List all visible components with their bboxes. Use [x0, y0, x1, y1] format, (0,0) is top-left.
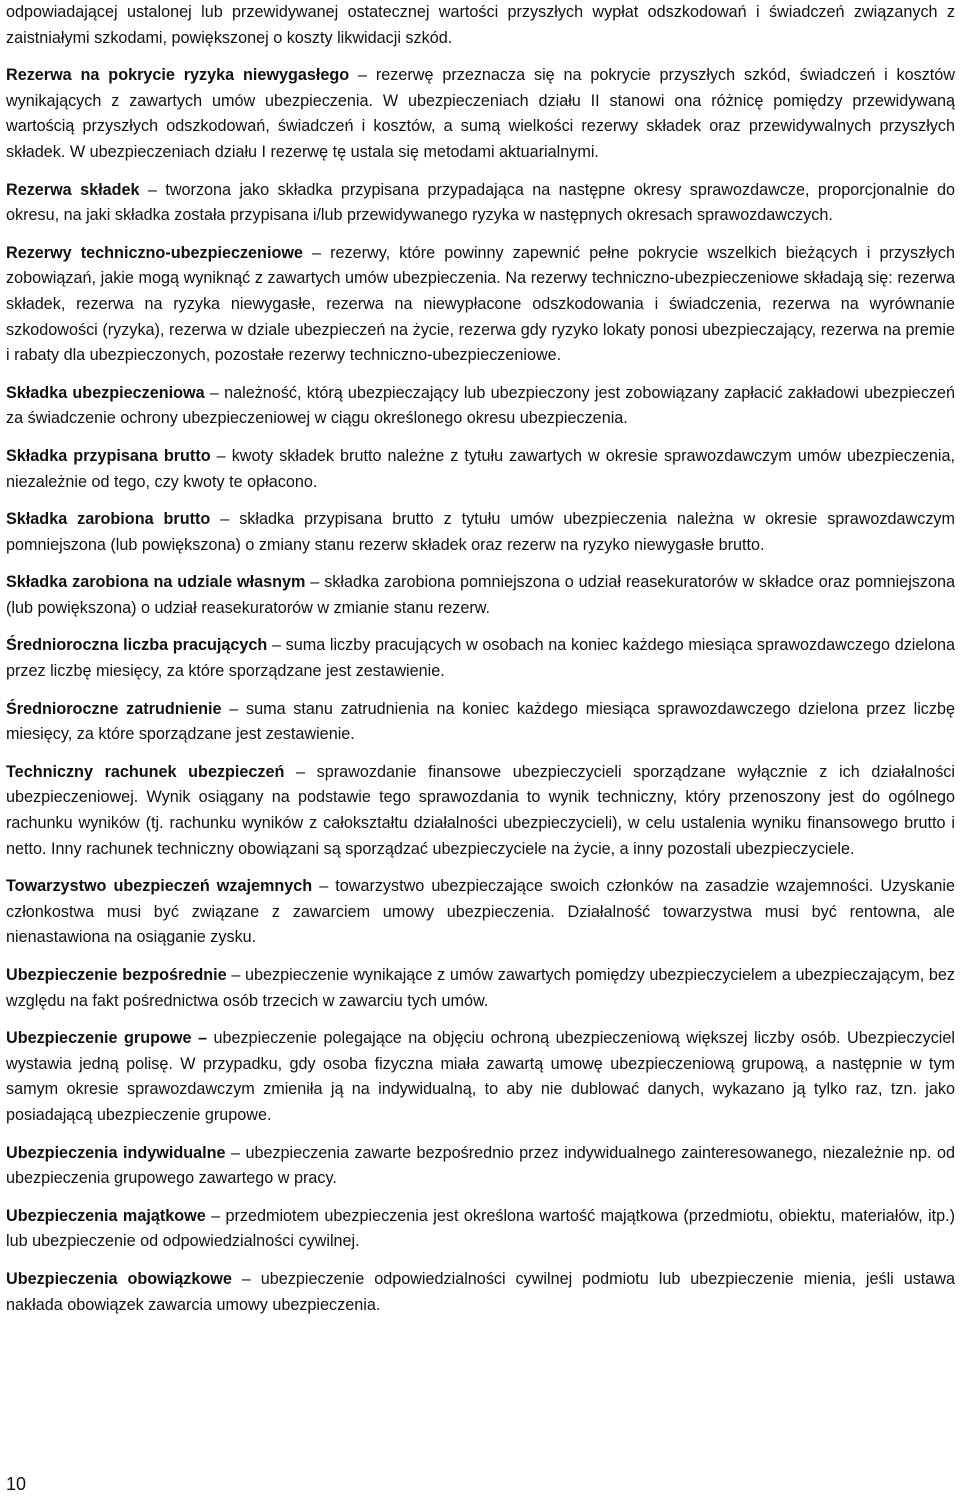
- definition-text: ubezpieczenie polegające na objęciu ochroną ubezpieczeniową większej liczby osób. Ubezpieczyciel wystawia jedną polisę. W przypadku, gdy osoba fizyczna miała zawartą umowę ubezpieczeniową grupową, a następnie w tym samym okresie sprawozdawczym zmieniła ją na indywidualną, to aby nie dublować danych, wykazano ją tylko raz, tzn. jako posiadającą ubezpieczenie grupowe.: [6, 1029, 955, 1124]
- definition-text: rezerwę przeznacza się na pokrycie przyszłych szkód, świadczeń i kosztów wynikających z zawartych umów ubezpieczenia. W ubezpieczeniach działu II stanowi ona różnicę pomiędzy przewidywaną wartością przyszłych odszkodowań, świadczeń i kosztów, a sumą wielkości rezerwy składek oraz przewidywalnych przyszłych składek. W ubezpieczeniach działu I rezerwę tę ustala się metodami aktuarialnymi.: [6, 66, 955, 161]
- definition-term: Rezerwa na pokrycie ryzyka niewygasłego: [6, 66, 350, 85]
- definition-term: Ubezpieczenie grupowe –: [6, 1029, 207, 1048]
- definition-text: ubezpieczenia zawarte bezpośrednio przez indywidualnego zainteresowanego, niezależnie np. od ubezpieczenia grupowego zawartego w pracy.: [6, 1143, 955, 1188]
- definition-term: Składka zarobiona brutto: [6, 510, 211, 529]
- definition-separator: –: [349, 66, 376, 85]
- definition-paragraph: [6, 697, 955, 748]
- definition-text: sprawozdanie finansowe ubezpieczycieli sporządzane wyłącznie z ich działalności ubezpieczeniowej. Wynik osiągany na podstawie tego sprawozdania to wynik techniczny, który przenoszony jest do ogólnego rachunku wyników (tj. rachunku wyników z całokształtu działalności ubezpieczycieli), w celu ustalenia wyniku finansowego brutto i netto. Inny rachunek techniczny obowiązani są sporządzać ubezpieczyciele na życie, a inny pozostali ubezpieczyciele.: [6, 762, 955, 858]
- definition-separator: –: [231, 1269, 261, 1288]
- definition-paragraph: [6, 633, 955, 684]
- definition-text: ubezpieczenie odpowiedzialności cywilnej podmiotu lub ubezpieczenie mienia, jeśli ustawa nakłada obowiązek zawarcia umowy ubezpieczenia.: [6, 1269, 955, 1314]
- definition-separator: –: [205, 1206, 226, 1225]
- definition-text: ubezpieczenie wynikające z umów zawartych pomiędzy ubezpieczycielem a ubezpieczającym, bez względu na fakt pośrednictwa osób trzecich w zawarciu tych umów.: [6, 966, 956, 1010]
- definition-term: Ubezpieczenia indywidualne: [6, 1143, 226, 1162]
- definition-term: Średnioroczna liczba pracujących: [6, 636, 268, 655]
- definition-text: kwoty składek brutto należne z tytułu zawartych w okresie sprawozdawczym umów ubezpieczenia, niezależnie od tego, czy kwoty te opłacono.: [6, 446, 955, 491]
- definition-paragraph: [6, 1026, 955, 1128]
- definition-paragraph: [6, 1267, 955, 1318]
- definition-paragraph: [6, 1204, 955, 1255]
- definition-term: Składka zarobiona na udziale własnym: [6, 573, 306, 592]
- definition-term: Techniczny rachunek ubezpieczeń: [6, 762, 285, 781]
- definition-separator: –: [139, 180, 166, 199]
- definition-text: rezerwy, które powinny zapewnić pełne pokrycie wszelkich bieżących i przyszłych zobowiązań, jakie mogą wyniknąć z zawartych umów ubezpieczenia. Na rezerwy techniczno-ubezpieczeniowe składają się: rezerwa składek, rezerwa na ryzyka niewygasłe, rezerwa na niewypłacone odszkodowania i świadczenia, rezerwa na wyrównanie szkodowości (ryzyka), rezerwa w dziale ubezpieczeń na życie, rezerwa gdy ryzyko lokaty ponosi ubezpieczający, rezerwa na premie i rabaty dla ubezpieczonych, pozostałe rezerwy techniczno-ubezpieczeniowe.: [6, 243, 956, 365]
- definition-term: Ubezpieczenia obowiązkowe: [6, 1269, 232, 1288]
- definition-paragraph: [6, 241, 955, 369]
- definition-paragraph: [6, 963, 955, 1014]
- definition-text: suma liczby pracujących w osobach na koniec każdego miesiąca sprawozdawczego dzielona przez liczbę miesięcy, za które sporządzane jest zestawienie.: [6, 636, 956, 681]
- definition-paragraph: [6, 381, 955, 432]
- definition-paragraph: [6, 507, 955, 558]
- definition-text: towarzystwo ubezpieczające swoich członków na zasadzie wzajemności. Uzyskanie członkostwa musi być związane z zawarciem umowy ubezpieczenia. Działalność towarzystwa musi być rentowna, ale nienastawiona na osiąganie zysku.: [6, 877, 955, 947]
- definition-paragraph: [6, 63, 955, 165]
- definition-paragraph: [6, 178, 955, 229]
- definition-separator: –: [312, 877, 336, 896]
- definition-text: należność, którą ubezpieczający lub ubezpieczony jest zobowiązany zapłacić zakładowi ubezpieczeń za świadczenie ochrony ubezpieczeniowej w ciągu określonego okresu ubezpieczenia.: [6, 383, 956, 428]
- definition-text: odpowiadającej ustalonej lub przewidywanej ostatecznej wartości przyszłych wypłat odszkodowań i świadczeń związanych z zaistniałymi szkodami, powiększonej o koszty likwidacji szkód.: [6, 3, 955, 47]
- definition-separator: –: [210, 446, 232, 465]
- definition-paragraph: [6, 760, 955, 862]
- definition-separator: –: [210, 510, 240, 529]
- definition-separator: –: [221, 699, 246, 718]
- definition-separator: –: [226, 966, 246, 984]
- document-body: [6, 0, 955, 1318]
- definition-text: przedmiotem ubezpieczenia jest określona wartość majątkowa (przedmiotu, obiektu, materiałów, itp.) lub ubezpieczenie od odpowiedzialności cywilnej.: [6, 1206, 955, 1251]
- definition-term: Ubezpieczenie bezpośrednie: [6, 966, 227, 984]
- definition-paragraph: [6, 0, 955, 51]
- definition-text: suma stanu zatrudnienia na koniec każdego miesiąca sprawozdawczego dzielona przez liczbę miesięcy, za które sporządzane jest zestawienie.: [6, 699, 955, 744]
- definition-paragraph: [6, 874, 955, 951]
- definition-paragraph: [6, 444, 955, 495]
- definition-separator: –: [225, 1143, 246, 1162]
- definition-paragraph: [6, 570, 955, 621]
- definition-text: składka zarobiona pomniejszona o udział reasekuratorów w składce oraz pomniejszona (lub powiększona) o udział reasekuratorów w zmianie stanu rezerw.: [6, 573, 955, 617]
- definition-separator: –: [267, 636, 286, 655]
- definition-term: Rezerwy techniczno-ubezpieczeniowe: [6, 243, 303, 262]
- page-number: 10: [6, 1474, 27, 1494]
- definition-term: Rezerwa składek: [6, 180, 140, 199]
- definition-separator: –: [302, 243, 331, 262]
- definition-term: Towarzystwo ubezpieczeń wzajemnych: [6, 877, 313, 896]
- definition-term: Ubezpieczenia majątkowe: [6, 1206, 206, 1225]
- definition-term: Składka ubezpieczeniowa: [6, 383, 205, 402]
- definition-term: Składka przypisana brutto: [6, 446, 211, 465]
- definition-separator: –: [305, 573, 325, 592]
- definition-text: tworzona jako składka przypisana przypadająca na następne okresy sprawozdawcze, proporcjonalnie do okresu, na jaki składka została przypisana i/lub przewidywanego ryzyka w następnych okresach sprawozdawczych.: [6, 180, 955, 225]
- definition-separator: –: [204, 383, 225, 402]
- definition-term: Średnioroczne zatrudnienie: [6, 699, 222, 718]
- definition-paragraph: [6, 1141, 955, 1192]
- definition-text: składka przypisana brutto z tytułu umów ubezpieczenia należna w okresie sprawozdawczym pomniejszona (lub powiększona) o zmiany stanu rezerw składek oraz rezerw na ryzyko niewygasłe brutto.: [6, 510, 955, 554]
- definition-separator: –: [284, 762, 317, 781]
